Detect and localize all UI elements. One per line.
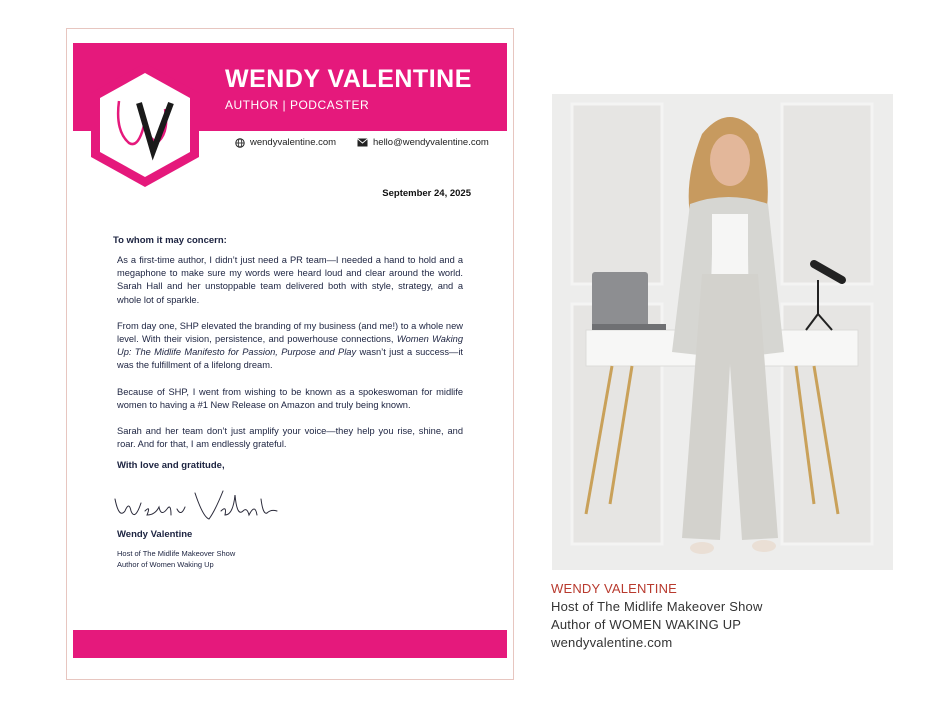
author-photo: [552, 94, 893, 570]
signer-name: Wendy Valentine: [117, 529, 193, 540]
paragraph-1: As a first-time author, I didn’t just need a PR team—I needed a hand to hold and a megaphone to make sure my words were heard loud and clear around the world. Sarah Hall and her unstoppable team delivered both with style, strategy, and a whole lot of sparkle.: [117, 255, 463, 305]
email-text: hello@wendyvalentine.com: [373, 137, 489, 148]
contact-email[interactable]: [357, 137, 489, 148]
signer-title-1: Host of The Midlife Makeover Show: [117, 549, 236, 558]
handwritten-signature: [111, 481, 281, 526]
caption-title-2: Author of WOMEN WAKING UP: [551, 617, 742, 632]
paragraph-4: Sarah and her team don’t just amplify your voice—they help you rise, shine, and roar. And for that, I am endlessly grateful.: [117, 426, 463, 450]
closing: With love and gratitude,: [117, 460, 225, 471]
salutation: To whom it may concern:: [113, 235, 227, 246]
caption-website[interactable]: wendyvalentine.com: [551, 635, 673, 650]
letter-body: [117, 254, 463, 464]
globe-icon: [235, 138, 245, 148]
footer-banner: [73, 630, 507, 658]
testimonial-letter: [66, 28, 514, 680]
book-title: Women Waking Up: The Midlife Manifesto for Passion, Purpose and Play: [117, 334, 463, 358]
author-name: WENDY VALENTINE: [225, 65, 472, 93]
wv-logo: [89, 61, 201, 189]
envelope-icon: [357, 138, 368, 147]
paragraph-2: From day one, SHP elevated the branding of my business (and me!) to a whole new level. With their vision, persistence, and powerhouse connections, Women Waking Up: The Midlife Manifesto for Passion, Purpose and Play wasn’t just a success—it was the fulfillment of a lifelong dream.: [117, 320, 463, 371]
caption-title-1: Host of The Midlife Makeover Show: [551, 599, 763, 614]
signer-title-2: Author of Women Waking Up: [117, 560, 214, 569]
website-text: wendyvalentine.com: [250, 137, 337, 148]
caption-name: WENDY VALENTINE: [551, 581, 678, 596]
author-role: AUTHOR | PODCASTER: [225, 98, 370, 112]
letter-date: September 24, 2025: [382, 188, 471, 199]
paragraph-3: Because of SHP, I went from wishing to be known as a spokeswoman for midlife women to having a #1 New Release on Amazon and truly being known.: [117, 386, 463, 410]
contact-website[interactable]: [235, 137, 336, 148]
